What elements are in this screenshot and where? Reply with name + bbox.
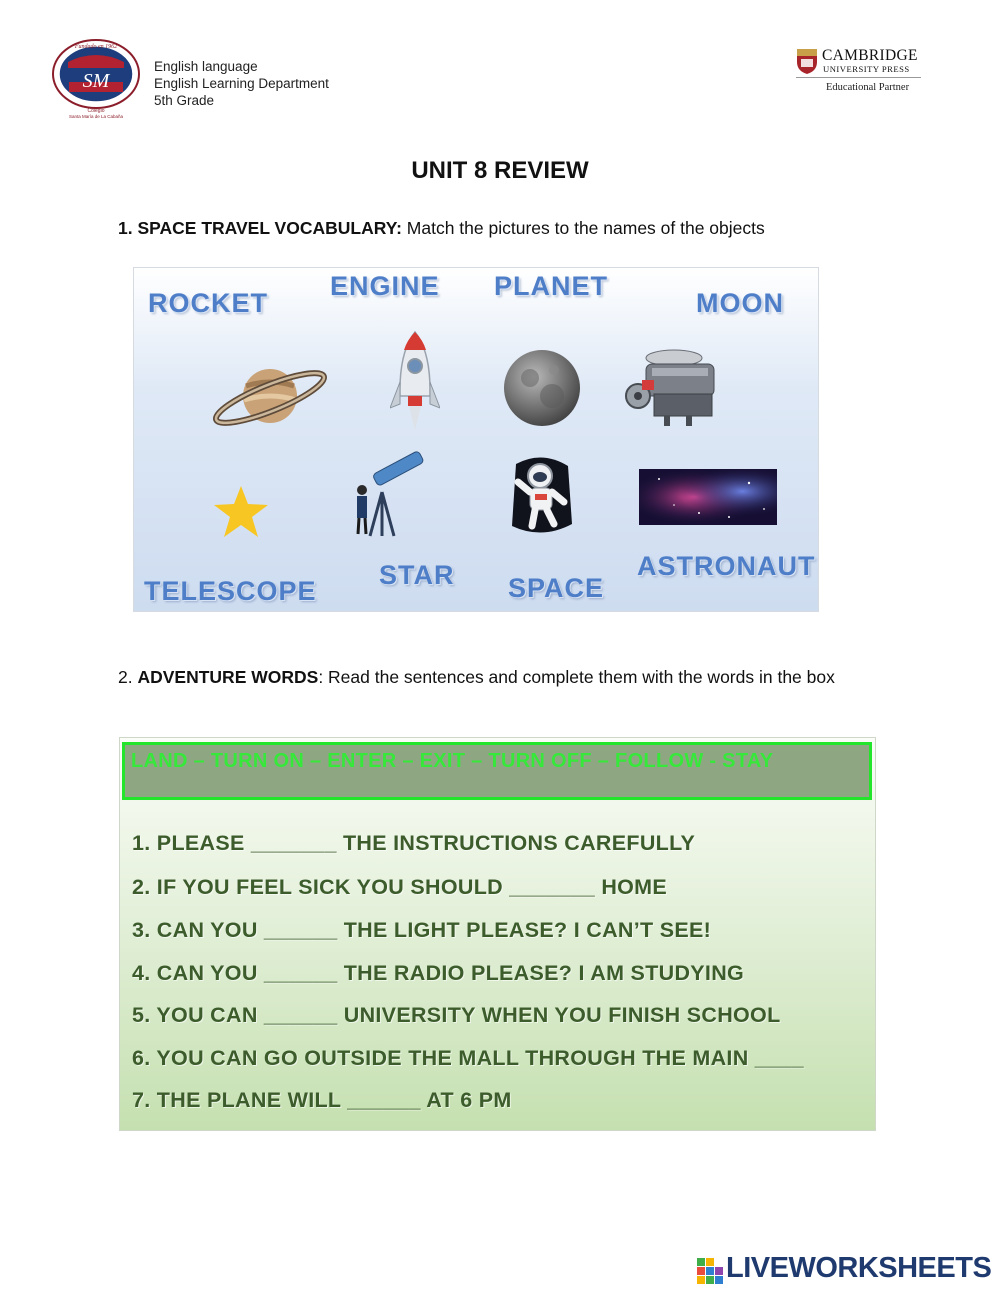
header-grade: 5th Grade: [154, 93, 215, 108]
vocab-word-space[interactable]: SPACE: [508, 573, 605, 603]
school-logo-caption: Colegio: [87, 108, 105, 114]
page-title: UNIT 8 REVIEW: [411, 157, 589, 184]
galaxy-space-icon[interactable]: [639, 469, 777, 525]
vocab-word-astronaut[interactable]: ASTRONAUT: [637, 551, 816, 581]
header-department: English Learning Department: [154, 76, 329, 91]
cambridge-logo: [796, 46, 921, 96]
vocabulary-panel: [133, 267, 819, 612]
vocab-word-star[interactable]: STAR: [379, 560, 455, 590]
school-logo-monogram: SM: [82, 70, 110, 92]
liveworksheets-brand: LIVEWORKSHEETS: [726, 1252, 992, 1284]
liveworksheets-logo[interactable]: [697, 1254, 995, 1286]
liveworksheets-blocks-icon: [697, 1258, 723, 1284]
cambridge-sub: UNIVERSITY PRESS: [823, 64, 910, 74]
section1-label: 1. SPACE TRAVEL VOCABULARY:: [118, 218, 402, 238]
section2-label: ADVENTURE WORDS: [137, 667, 319, 687]
vocab-word-rocket[interactable]: ROCKET: [148, 288, 268, 318]
engine-icon[interactable]: [624, 348, 726, 428]
sentence-4[interactable]: 4. CAN YOU ______ THE RADIO PLEASE? I AM STUDYING: [132, 961, 745, 985]
sentence-5[interactable]: 5. YOU CAN ______ UNIVERSITY WHEN YOU FINISH SCHOOL: [132, 1003, 781, 1027]
school-logo-founded: Fundado en 1962: [74, 44, 118, 50]
school-logo-name: Santa María de La Cabaña: [68, 114, 124, 118]
vocab-word-telescope[interactable]: TELESCOPE: [144, 576, 317, 606]
star-icon[interactable]: [210, 484, 272, 540]
sentence-7[interactable]: 7. THE PLANE WILL ______ AT 6 PM: [132, 1088, 512, 1112]
word-bank: LAND – TURN ON – ENTER – EXIT – TURN OFF – FOLLOW - STAY: [122, 742, 872, 800]
cambridge-rule: [796, 77, 921, 78]
sentence-3[interactable]: 3. CAN YOU ______ THE LIGHT PLEASE? I CAN’T SEE!: [132, 918, 712, 942]
rocket-icon[interactable]: [390, 330, 440, 432]
school-logo: [52, 38, 142, 118]
vocab-word-moon[interactable]: MOON: [696, 288, 784, 318]
vocab-word-engine[interactable]: ENGINE: [330, 271, 440, 301]
section1-text: Match the pictures to the names of the objects: [401, 218, 765, 238]
adventure-words-panel: [119, 737, 876, 1131]
vocab-word-planet[interactable]: PLANET: [494, 271, 608, 301]
header-language: English language: [154, 59, 258, 74]
sentence-1[interactable]: 1. PLEASE _______ THE INSTRUCTIONS CAREFULLY: [132, 831, 696, 855]
cambridge-shield-icon: [796, 48, 818, 75]
telescope-icon[interactable]: [350, 450, 428, 540]
moon-icon[interactable]: [502, 348, 582, 428]
section1-instruction: [118, 217, 765, 240]
saturn-icon[interactable]: [210, 356, 330, 436]
section2-number: 2.: [118, 667, 138, 687]
section2-instruction: [118, 666, 878, 689]
sentence-2[interactable]: 2. IF YOU FEEL SICK YOU SHOULD _______ HOME: [132, 875, 668, 899]
section2-text: : Read the sentences and complete them with the words in the box: [318, 667, 835, 687]
cambridge-name: CAMBRIDGE: [822, 47, 918, 64]
cambridge-partner-role: Educational Partner: [826, 82, 910, 93]
astronaut-icon[interactable]: [506, 454, 578, 536]
sentence-6[interactable]: 6. YOU CAN GO OUTSIDE THE MALL THROUGH THE MAIN ____: [132, 1046, 804, 1070]
